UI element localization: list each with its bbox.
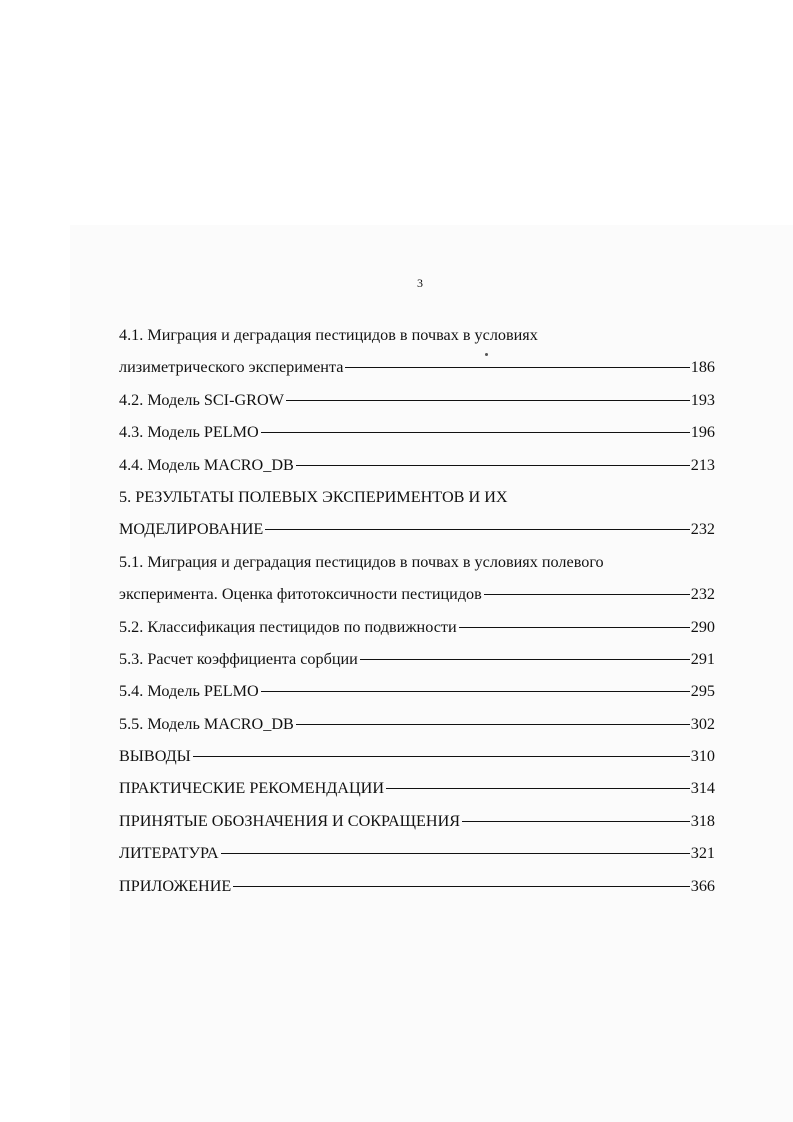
toc-page-number: 196 bbox=[690, 423, 715, 442]
toc-leader-line bbox=[286, 400, 690, 401]
toc-leader-line bbox=[221, 853, 690, 854]
toc-leader-line bbox=[462, 821, 690, 822]
page-number: 3 bbox=[417, 276, 423, 290]
toc-entry bbox=[119, 870, 715, 902]
toc-label: 5.5. Модель MACRO_DB bbox=[119, 714, 294, 733]
toc-page-number: 310 bbox=[690, 747, 715, 766]
toc-label: МОДЕЛИРОВАНИЕ bbox=[119, 520, 264, 539]
toc-entry bbox=[119, 708, 715, 740]
toc-page-number: 291 bbox=[690, 649, 715, 668]
scan-speck bbox=[485, 353, 488, 356]
toc-entry bbox=[119, 351, 715, 383]
toc-label: ПРАКТИЧЕСКИЕ РЕКОМЕНДАЦИИ bbox=[119, 779, 385, 798]
toc-label: 4.2. Модель SCI-GROW bbox=[119, 390, 284, 409]
toc-leader-line bbox=[296, 724, 690, 725]
toc-heading-line bbox=[119, 546, 715, 578]
toc-page-number: 232 bbox=[690, 585, 715, 604]
toc-leader-line bbox=[360, 659, 690, 660]
toc-leader-line bbox=[261, 691, 690, 692]
toc-entry bbox=[119, 384, 715, 416]
toc-leader-line bbox=[484, 594, 690, 595]
toc-leader-line bbox=[459, 627, 690, 628]
toc-label: лизиметрического эксперимента bbox=[119, 358, 344, 377]
table-of-contents bbox=[119, 319, 715, 902]
toc-leader-line bbox=[386, 788, 690, 789]
toc-leader-line bbox=[265, 529, 689, 530]
toc-page-number: 321 bbox=[690, 844, 715, 863]
toc-entry bbox=[119, 837, 715, 869]
toc-label: ПРИЛОЖЕНИЕ bbox=[119, 876, 232, 895]
toc-label: 5.3. Расчет коэффициента сорбции bbox=[119, 649, 358, 668]
toc-label: 5.2. Классификация пестицидов по подвижности bbox=[119, 617, 457, 636]
toc-entry bbox=[119, 611, 715, 643]
toc-page-number: 318 bbox=[690, 811, 715, 830]
toc-heading-line bbox=[119, 319, 715, 351]
toc-label: 5. РЕЗУЛЬТАТЫ ПОЛЕВЫХ ЭКСПЕРИМЕНТОВ И ИХ bbox=[119, 487, 508, 506]
toc-entry bbox=[119, 740, 715, 772]
toc-page-number: 295 bbox=[690, 682, 715, 701]
toc-page-number: 186 bbox=[690, 358, 715, 377]
toc-page-number: 366 bbox=[690, 876, 715, 895]
toc-page-number: 232 bbox=[690, 520, 715, 539]
toc-page-number: 302 bbox=[690, 714, 715, 733]
toc-page-number: 290 bbox=[690, 617, 715, 636]
toc-label: эксперимента. Оценка фитотоксичности пестицидов bbox=[119, 585, 482, 604]
toc-label: 4.3. Модель PELMO bbox=[119, 423, 259, 442]
toc-label: ЛИТЕРАТУРА bbox=[119, 844, 219, 863]
toc-entry bbox=[119, 772, 715, 804]
toc-label: ПРИНЯТЫЕ ОБОЗНАЧЕНИЯ И СОКРАЩЕНИЯ bbox=[119, 811, 461, 830]
toc-entry bbox=[119, 805, 715, 837]
toc-heading-line bbox=[119, 481, 715, 513]
toc-page-number: 193 bbox=[690, 390, 715, 409]
toc-leader-line bbox=[261, 432, 690, 433]
toc-leader-line bbox=[296, 465, 690, 466]
toc-entry bbox=[119, 578, 715, 610]
toc-leader-line bbox=[345, 367, 689, 368]
toc-label: 4.4. Модель MACRO_DB bbox=[119, 455, 294, 474]
toc-leader-line bbox=[233, 886, 689, 887]
toc-label: 4.1. Миграция и деградация пестицидов в почвах в условиях bbox=[119, 326, 538, 344]
toc-label: 5.4. Модель PELMO bbox=[119, 682, 259, 701]
toc-entry bbox=[119, 416, 715, 448]
toc-page-number: 213 bbox=[690, 455, 715, 474]
toc-label: ВЫВОДЫ bbox=[119, 747, 191, 766]
toc-entry bbox=[119, 449, 715, 481]
toc-label: 5.1. Миграция и деградация пестицидов в почвах в условиях полевого bbox=[119, 552, 604, 571]
toc-entry bbox=[119, 643, 715, 675]
toc-page-number: 314 bbox=[690, 779, 715, 798]
toc-entry bbox=[119, 513, 715, 545]
toc-leader-line bbox=[193, 756, 690, 757]
toc-entry bbox=[119, 675, 715, 707]
